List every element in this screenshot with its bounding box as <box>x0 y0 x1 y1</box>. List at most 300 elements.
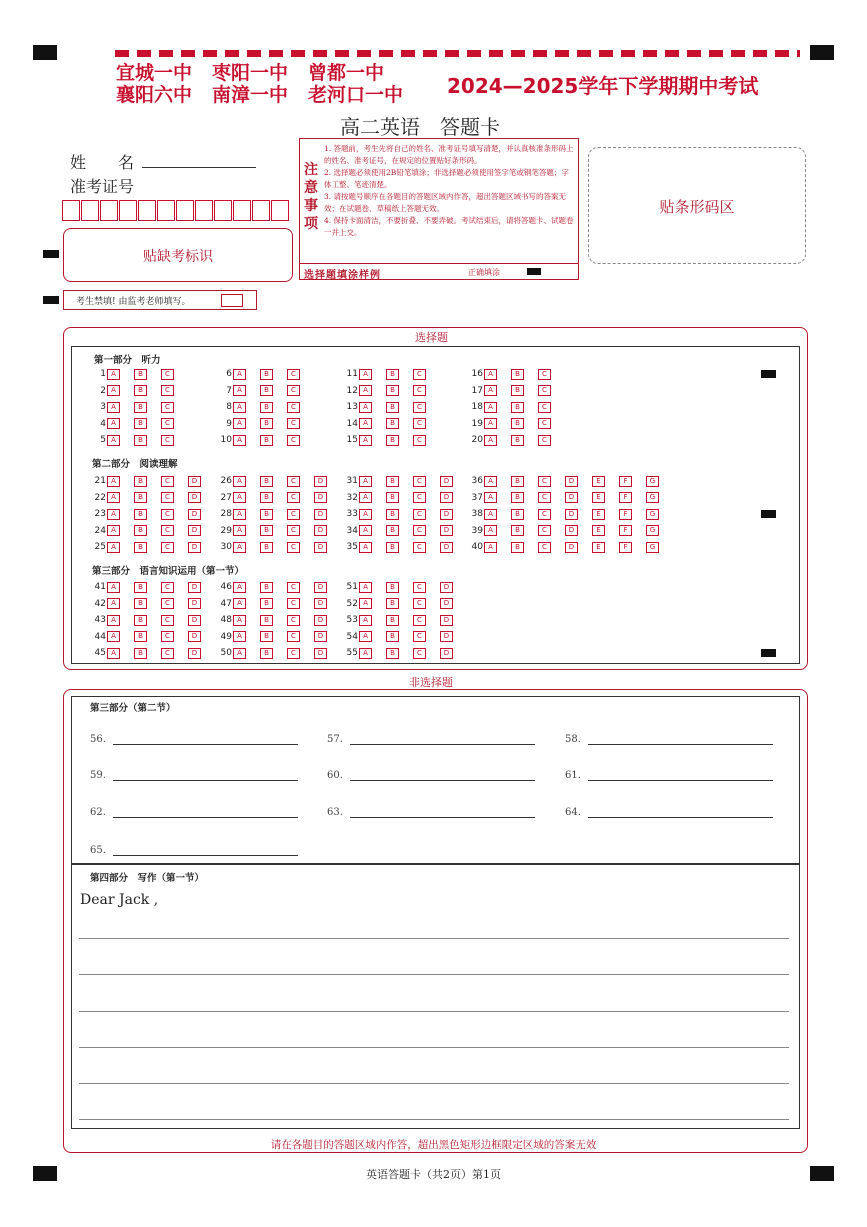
option-b-bubble[interactable]: B <box>134 435 147 446</box>
answer-blank[interactable] <box>350 744 535 745</box>
option-c-bubble[interactable]: C <box>413 525 426 536</box>
option-c-bubble[interactable]: C <box>538 369 551 380</box>
id-digit-box[interactable] <box>271 200 289 221</box>
option-b-bubble[interactable]: B <box>386 615 399 626</box>
question-row <box>342 541 467 553</box>
option-b-bubble[interactable]: B <box>260 492 273 503</box>
option-g-bubble[interactable]: G <box>646 492 659 503</box>
option-c-bubble[interactable]: C <box>413 385 426 396</box>
option-c-bubble[interactable]: C <box>538 385 551 396</box>
option-b-bubble[interactable]: B <box>386 418 399 429</box>
option-c-bubble[interactable]: C <box>287 598 300 609</box>
writing-line[interactable] <box>79 1083 789 1084</box>
option-c-bubble[interactable]: C <box>538 402 551 413</box>
question-number: 1 <box>100 369 106 379</box>
option-b-bubble[interactable]: B <box>386 598 399 609</box>
option-a-bubble[interactable]: A <box>233 615 246 626</box>
question-row <box>90 492 215 504</box>
option-c-bubble[interactable]: C <box>287 615 300 626</box>
option-b-bubble[interactable]: B <box>511 525 524 536</box>
question-number: 50 <box>220 648 232 658</box>
option-c-bubble[interactable]: C <box>413 648 426 659</box>
notice-box <box>299 138 579 280</box>
question-row <box>216 581 341 593</box>
option-a-bubble[interactable]: A <box>107 582 120 593</box>
option-c-bubble[interactable]: C <box>413 492 426 503</box>
option-b-bubble[interactable]: B <box>511 385 524 396</box>
id-digit-box[interactable] <box>100 200 118 221</box>
option-a-bubble[interactable]: A <box>359 542 372 553</box>
option-f-bubble[interactable]: F <box>619 525 632 536</box>
option-c-bubble[interactable]: C <box>287 492 300 503</box>
option-b-bubble[interactable]: B <box>260 582 273 593</box>
option-a-bubble[interactable]: A <box>359 492 372 503</box>
option-a-bubble[interactable]: A <box>484 476 497 487</box>
nonchoice-section-label: 非选择题 <box>403 674 459 690</box>
side-mark <box>43 296 59 304</box>
school-name: 老河口一中 <box>308 84 404 106</box>
option-d-bubble[interactable]: D <box>440 525 453 536</box>
option-a-bubble[interactable]: A <box>107 418 120 429</box>
option-e-bubble[interactable]: E <box>592 492 605 503</box>
option-d-bubble[interactable]: D <box>188 509 201 520</box>
option-c-bubble[interactable]: C <box>287 525 300 536</box>
option-c-bubble[interactable]: C <box>161 598 174 609</box>
option-d-bubble[interactable]: D <box>314 525 327 536</box>
option-c-bubble[interactable]: C <box>413 402 426 413</box>
option-d-bubble[interactable]: D <box>440 492 453 503</box>
option-c-bubble[interactable]: C <box>287 385 300 396</box>
option-c-bubble[interactable]: C <box>538 476 551 487</box>
name-label: 姓 名 <box>70 153 135 172</box>
option-b-bubble[interactable]: B <box>386 509 399 520</box>
option-d-bubble[interactable]: D <box>314 509 327 520</box>
question-number: 28 <box>220 509 232 519</box>
option-b-bubble[interactable]: B <box>511 492 524 503</box>
option-c-bubble[interactable]: C <box>538 542 551 553</box>
option-b-bubble[interactable]: B <box>386 435 399 446</box>
option-a-bubble[interactable]: A <box>359 525 372 536</box>
option-c-bubble[interactable]: C <box>287 369 300 380</box>
writing-line[interactable] <box>79 974 789 975</box>
option-a-bubble[interactable]: A <box>359 509 372 520</box>
option-c-bubble[interactable]: C <box>287 509 300 520</box>
blank-number: 60. <box>327 770 343 781</box>
option-b-bubble[interactable]: B <box>134 631 147 642</box>
option-d-bubble[interactable]: D <box>314 492 327 503</box>
option-a-bubble[interactable]: A <box>233 492 246 503</box>
option-a-bubble[interactable]: A <box>233 418 246 429</box>
option-c-bubble[interactable]: C <box>161 525 174 536</box>
option-c-bubble[interactable]: C <box>413 542 426 553</box>
option-c-bubble[interactable]: C <box>287 631 300 642</box>
id-digit-box[interactable] <box>176 200 194 221</box>
option-a-bubble[interactable]: A <box>484 492 497 503</box>
option-d-bubble[interactable]: D <box>188 615 201 626</box>
writing-line[interactable] <box>79 938 789 939</box>
option-b-bubble[interactable]: B <box>260 648 273 659</box>
option-b-bubble[interactable]: B <box>260 385 273 396</box>
option-b-bubble[interactable]: B <box>260 615 273 626</box>
option-f-bubble[interactable]: F <box>619 542 632 553</box>
question-row <box>467 368 565 380</box>
id-digit-box[interactable] <box>138 200 156 221</box>
id-digit-box[interactable] <box>62 200 80 221</box>
option-c-bubble[interactable]: C <box>413 598 426 609</box>
option-d-bubble[interactable]: D <box>188 525 201 536</box>
writing-line[interactable] <box>79 1047 789 1048</box>
question-row <box>90 614 215 626</box>
option-d-bubble[interactable]: D <box>440 648 453 659</box>
id-number-grid[interactable] <box>62 200 290 221</box>
question-number: 47 <box>220 598 232 609</box>
option-b-bubble[interactable]: B <box>134 582 147 593</box>
blank-number: 57. <box>327 734 343 745</box>
option-c-bubble[interactable]: C <box>287 418 300 429</box>
question-number: 40 <box>471 542 483 552</box>
answer-blank[interactable] <box>113 780 298 781</box>
option-a-bubble[interactable]: A <box>107 615 120 626</box>
sheet-title: 高二英语 答题卡 <box>340 115 500 139</box>
option-a-bubble[interactable]: A <box>359 402 372 413</box>
option-c-bubble[interactable]: C <box>161 418 174 429</box>
option-b-bubble[interactable]: B <box>134 615 147 626</box>
option-a-bubble[interactable]: A <box>107 542 120 553</box>
option-a-bubble[interactable]: A <box>359 648 372 659</box>
option-b-bubble[interactable]: B <box>386 402 399 413</box>
question-number: 55 <box>346 648 358 658</box>
question-number: 20 <box>471 435 483 445</box>
question-row <box>216 492 341 504</box>
option-a-bubble[interactable]: A <box>107 492 120 503</box>
option-a-bubble[interactable]: A <box>233 525 246 536</box>
option-a-bubble[interactable]: A <box>107 385 120 396</box>
option-b-bubble[interactable]: B <box>386 582 399 593</box>
option-b-bubble[interactable]: B <box>134 598 147 609</box>
option-d-bubble[interactable]: D <box>314 631 327 642</box>
option-b-bubble[interactable]: B <box>260 509 273 520</box>
option-e-bubble[interactable]: E <box>592 542 605 553</box>
option-a-bubble[interactable]: A <box>359 418 372 429</box>
question-row <box>216 475 341 487</box>
option-a-bubble[interactable]: A <box>233 402 246 413</box>
option-b-bubble[interactable]: B <box>511 509 524 520</box>
option-a-bubble[interactable]: A <box>484 369 497 380</box>
option-d-bubble[interactable]: D <box>440 582 453 593</box>
option-d-bubble[interactable]: D <box>188 648 201 659</box>
question-row <box>342 434 440 446</box>
option-a-bubble[interactable]: A <box>107 525 120 536</box>
option-c-bubble[interactable]: C <box>413 435 426 446</box>
option-a-bubble[interactable]: A <box>107 369 120 380</box>
option-c-bubble[interactable]: C <box>287 582 300 593</box>
option-a-bubble[interactable]: A <box>484 509 497 520</box>
option-c-bubble[interactable]: C <box>287 648 300 659</box>
name-field[interactable] <box>142 167 256 168</box>
option-b-bubble[interactable]: B <box>511 418 524 429</box>
option-d-bubble[interactable]: D <box>188 476 201 487</box>
option-c-bubble[interactable]: C <box>413 369 426 380</box>
id-digit-box[interactable] <box>252 200 270 221</box>
question-number: 53 <box>346 615 358 625</box>
option-a-bubble[interactable]: A <box>107 476 120 487</box>
option-e-bubble[interactable]: E <box>592 476 605 487</box>
answer-blank[interactable] <box>113 855 298 856</box>
option-b-bubble[interactable]: B <box>386 492 399 503</box>
option-b-bubble[interactable]: B <box>511 402 524 413</box>
id-digit-box[interactable] <box>157 200 175 221</box>
question-number: 42 <box>94 598 106 609</box>
part2-title: 第二部分 阅读理解 <box>92 459 178 470</box>
option-b-bubble[interactable]: B <box>134 418 147 429</box>
option-a-bubble[interactable]: A <box>484 542 497 553</box>
option-c-bubble[interactable]: C <box>413 615 426 626</box>
option-g-bubble[interactable]: G <box>646 476 659 487</box>
option-c-bubble[interactable]: C <box>538 525 551 536</box>
id-digit-box[interactable] <box>214 200 232 221</box>
option-b-bubble[interactable]: B <box>386 542 399 553</box>
option-c-bubble[interactable]: C <box>161 369 174 380</box>
option-g-bubble[interactable]: G <box>646 542 659 553</box>
option-a-bubble[interactable]: A <box>233 476 246 487</box>
option-d-bubble[interactable]: D <box>314 648 327 659</box>
answer-blank[interactable] <box>588 817 773 818</box>
option-a-bubble[interactable]: A <box>107 509 120 520</box>
option-d-bubble[interactable]: D <box>565 476 578 487</box>
id-digit-box[interactable] <box>119 200 137 221</box>
option-a-bubble[interactable]: A <box>233 582 246 593</box>
question-row <box>467 434 565 446</box>
option-a-bubble[interactable]: A <box>107 435 120 446</box>
option-d-bubble[interactable]: D <box>440 542 453 553</box>
question-number: 21 <box>94 476 106 486</box>
option-b-bubble[interactable]: B <box>134 476 147 487</box>
answer-blank[interactable] <box>350 780 535 781</box>
option-b-bubble[interactable]: B <box>134 648 147 659</box>
option-a-bubble[interactable]: A <box>484 418 497 429</box>
question-number: 25 <box>94 542 106 552</box>
option-b-bubble[interactable]: B <box>260 369 273 380</box>
writing-line[interactable] <box>79 1119 789 1120</box>
option-b-bubble[interactable]: B <box>386 631 399 642</box>
option-c-bubble[interactable]: C <box>161 492 174 503</box>
option-a-bubble[interactable]: A <box>107 631 120 642</box>
question-row <box>216 631 341 643</box>
option-a-bubble[interactable]: A <box>484 402 497 413</box>
notice-items <box>324 143 576 239</box>
option-d-bubble[interactable]: D <box>314 542 327 553</box>
option-c-bubble[interactable]: C <box>161 648 174 659</box>
option-b-bubble[interactable]: B <box>260 598 273 609</box>
option-d-bubble[interactable]: D <box>188 582 201 593</box>
question-row <box>342 647 467 659</box>
option-b-bubble[interactable]: B <box>134 492 147 503</box>
option-d-bubble[interactable]: D <box>188 631 201 642</box>
option-a-bubble[interactable]: A <box>484 435 497 446</box>
option-d-bubble[interactable]: D <box>314 476 327 487</box>
option-d-bubble[interactable]: D <box>440 631 453 642</box>
option-b-bubble[interactable]: B <box>134 542 147 553</box>
option-b-bubble[interactable]: B <box>260 631 273 642</box>
option-b-bubble[interactable]: B <box>260 435 273 446</box>
option-a-bubble[interactable]: A <box>359 582 372 593</box>
question-number: 44 <box>94 631 106 642</box>
option-c-bubble[interactable]: C <box>413 582 426 593</box>
option-d-bubble[interactable]: D <box>440 615 453 626</box>
question-row <box>90 525 215 537</box>
option-c-bubble[interactable]: C <box>287 476 300 487</box>
option-d-bubble[interactable]: D <box>440 476 453 487</box>
id-digit-box[interactable] <box>81 200 99 221</box>
option-a-bubble[interactable]: A <box>484 385 497 396</box>
option-b-bubble[interactable]: B <box>134 369 147 380</box>
question-row <box>467 401 565 413</box>
option-e-bubble[interactable]: E <box>592 509 605 520</box>
option-a-bubble[interactable]: A <box>359 435 372 446</box>
option-b-bubble[interactable]: B <box>260 402 273 413</box>
id-digit-box[interactable] <box>195 200 213 221</box>
option-d-bubble[interactable]: D <box>188 598 201 609</box>
option-b-bubble[interactable]: B <box>260 418 273 429</box>
option-b-bubble[interactable]: B <box>260 476 273 487</box>
option-b-bubble[interactable]: B <box>511 369 524 380</box>
option-c-bubble[interactable]: C <box>287 435 300 446</box>
option-b-bubble[interactable]: B <box>386 525 399 536</box>
option-e-bubble[interactable]: E <box>592 525 605 536</box>
id-digit-box[interactable] <box>233 200 251 221</box>
option-d-bubble[interactable]: D <box>440 509 453 520</box>
question-number: 46 <box>220 582 232 592</box>
option-d-bubble[interactable]: D <box>565 509 578 520</box>
blank-number: 58. <box>565 734 581 745</box>
option-a-bubble[interactable]: A <box>107 648 120 659</box>
option-f-bubble[interactable]: F <box>619 476 632 487</box>
option-d-bubble[interactable]: D <box>314 615 327 626</box>
answer-blank[interactable] <box>588 780 773 781</box>
option-b-bubble[interactable]: B <box>134 525 147 536</box>
answer-blank[interactable] <box>350 817 535 818</box>
option-b-bubble[interactable]: B <box>134 402 147 413</box>
option-b-bubble[interactable]: B <box>134 385 147 396</box>
option-a-bubble[interactable]: A <box>107 598 120 609</box>
option-c-bubble[interactable]: C <box>161 509 174 520</box>
option-g-bubble[interactable]: G <box>646 509 659 520</box>
option-d-bubble[interactable]: D <box>188 542 201 553</box>
option-c-bubble[interactable]: C <box>161 435 174 446</box>
option-c-bubble[interactable]: C <box>161 631 174 642</box>
option-c-bubble[interactable]: C <box>287 402 300 413</box>
question-row <box>342 401 440 413</box>
option-g-bubble[interactable]: G <box>646 525 659 536</box>
option-d-bubble[interactable]: D <box>565 492 578 503</box>
absent-sticker-label: 贴缺考标识 <box>143 249 213 265</box>
blank-number: 65. <box>90 845 106 856</box>
option-f-bubble[interactable]: F <box>619 492 632 503</box>
option-a-bubble[interactable]: A <box>233 369 246 380</box>
option-b-bubble[interactable]: B <box>386 369 399 380</box>
option-a-bubble[interactable]: A <box>359 476 372 487</box>
answer-blank[interactable] <box>113 744 298 745</box>
option-c-bubble[interactable]: C <box>161 385 174 396</box>
option-a-bubble[interactable]: A <box>233 631 246 642</box>
option-a-bubble[interactable]: A <box>233 435 246 446</box>
question-number: 35 <box>346 542 358 552</box>
option-a-bubble[interactable]: A <box>484 525 497 536</box>
option-c-bubble[interactable]: C <box>413 418 426 429</box>
question-number: 22 <box>94 492 106 503</box>
option-c-bubble[interactable]: C <box>161 402 174 413</box>
option-c-bubble[interactable]: C <box>161 615 174 626</box>
option-c-bubble[interactable]: C <box>413 631 426 642</box>
option-a-bubble[interactable]: A <box>359 598 372 609</box>
option-d-bubble[interactable]: D <box>565 542 578 553</box>
option-a-bubble[interactable]: A <box>107 402 120 413</box>
option-d-bubble[interactable]: D <box>314 598 327 609</box>
option-b-bubble[interactable]: B <box>386 648 399 659</box>
option-a-bubble[interactable]: A <box>359 615 372 626</box>
option-c-bubble[interactable]: C <box>538 435 551 446</box>
option-b-bubble[interactable]: B <box>511 435 524 446</box>
option-a-bubble[interactable]: A <box>359 385 372 396</box>
option-b-bubble[interactable]: B <box>134 509 147 520</box>
option-f-bubble[interactable]: F <box>619 509 632 520</box>
answer-blank[interactable] <box>588 744 773 745</box>
option-c-bubble[interactable]: C <box>538 418 551 429</box>
side-mark <box>43 250 59 258</box>
option-c-bubble[interactable]: C <box>538 492 551 503</box>
notice-side-char: 注 <box>304 162 318 178</box>
correct-fill-sample <box>527 268 541 275</box>
option-a-bubble[interactable]: A <box>233 385 246 396</box>
option-c-bubble[interactable]: C <box>161 476 174 487</box>
option-c-bubble[interactable]: C <box>161 582 174 593</box>
option-c-bubble[interactable]: C <box>413 476 426 487</box>
option-a-bubble[interactable]: A <box>359 631 372 642</box>
question-number: 26 <box>220 476 232 486</box>
notice-item: 2. 选择题必须使用2B铅笔填涂；非选择题必须使用签字笔或钢笔答题；字体工整、笔迹清楚。 <box>324 168 569 189</box>
option-b-bubble[interactable]: B <box>511 476 524 487</box>
option-c-bubble[interactable]: C <box>287 542 300 553</box>
option-a-bubble[interactable]: A <box>233 598 246 609</box>
question-number: 52 <box>346 598 358 609</box>
option-b-bubble[interactable]: B <box>260 525 273 536</box>
question-number: 48 <box>220 615 232 625</box>
option-a-bubble[interactable]: A <box>359 369 372 380</box>
option-b-bubble[interactable]: B <box>386 476 399 487</box>
option-d-bubble[interactable]: D <box>440 598 453 609</box>
question-row <box>342 631 467 643</box>
writing-line[interactable] <box>79 1011 789 1012</box>
answer-blank[interactable] <box>113 817 298 818</box>
option-a-bubble[interactable]: A <box>233 648 246 659</box>
option-d-bubble[interactable]: D <box>188 492 201 503</box>
absent-checkbox[interactable] <box>221 294 243 307</box>
option-a-bubble[interactable]: A <box>233 542 246 553</box>
option-b-bubble[interactable]: B <box>260 542 273 553</box>
option-b-bubble[interactable]: B <box>386 385 399 396</box>
option-a-bubble[interactable]: A <box>233 509 246 520</box>
question-number: 51 <box>346 582 358 592</box>
fill-sample-bar <box>300 263 578 280</box>
option-c-bubble[interactable]: C <box>161 542 174 553</box>
question-number: 37 <box>471 492 483 503</box>
option-d-bubble[interactable]: D <box>314 582 327 593</box>
option-c-bubble[interactable]: C <box>538 509 551 520</box>
option-b-bubble[interactable]: B <box>511 542 524 553</box>
option-c-bubble[interactable]: C <box>413 509 426 520</box>
question-row <box>90 647 215 659</box>
option-d-bubble[interactable]: D <box>565 525 578 536</box>
